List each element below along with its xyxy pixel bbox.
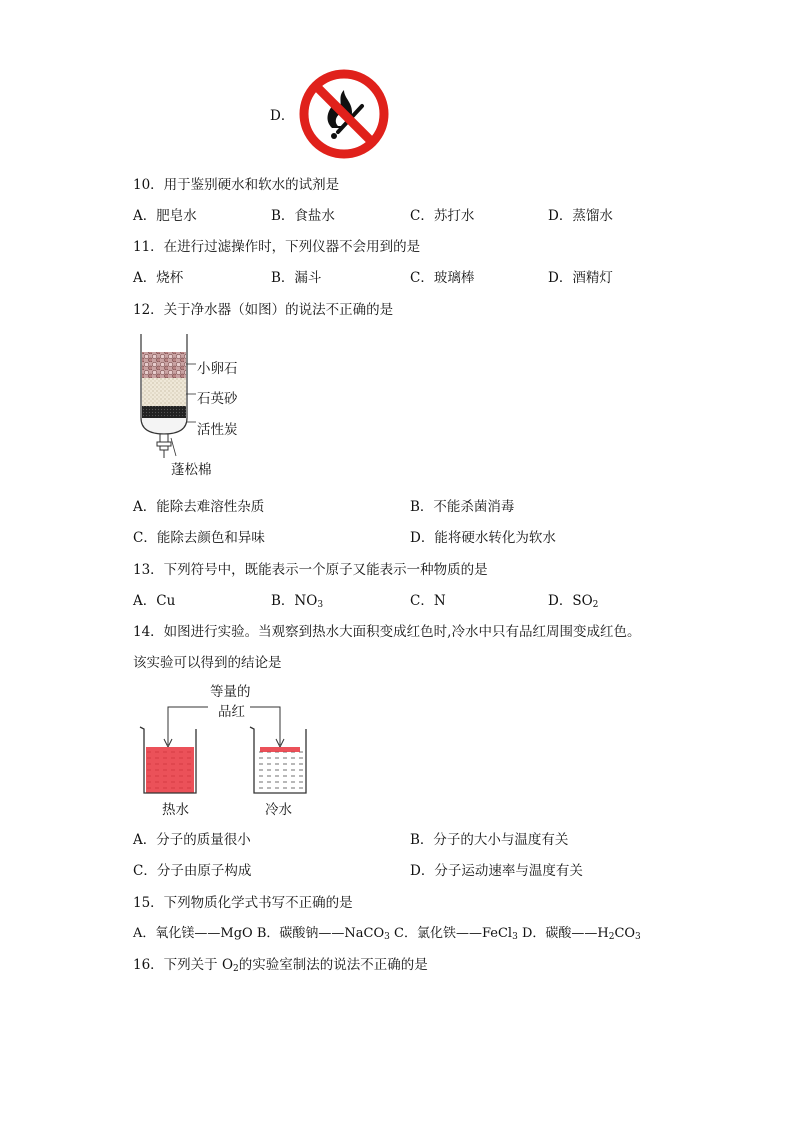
q14-stem-line2: 该实验可以得到的结论是: [133, 655, 282, 671]
q12-option-c: C．能除去颜色和异味: [133, 530, 265, 546]
q10-stem: 10．用于鉴别硬水和软水的试剂是: [133, 177, 340, 193]
q15-option-d: D．碳酸$——H_2CO_3$: [521, 926, 641, 942]
label-pebbles: 小卵石: [197, 361, 238, 377]
q14-option-c: C．分子由原子构成: [133, 863, 252, 879]
q12-stem: 12．关于净水器（如图）的说法不正确的是: [133, 302, 394, 318]
figure-label-cold-water: 冷水: [265, 802, 292, 818]
q10-option-c: C．苏打水: [410, 208, 475, 224]
q14-option-a: A．分子的质量很小: [133, 832, 251, 848]
q13-option-d: D．$SO_2$: [548, 593, 599, 610]
q15-option-b: B．碳酸钠——NaCO$_3$: [256, 926, 390, 942]
q13-stem: 13．下列符号中，既能表示一个原子又能表示一种物质的是: [133, 562, 488, 578]
figure-label-dye: 品红: [218, 704, 245, 720]
diffusion-experiment-figure: [130, 695, 320, 800]
label-cotton: 蓬松棉: [171, 462, 212, 478]
q15-option-a: A．氧化镁——MgO: [133, 926, 253, 941]
q10-option-b: B．食盐水: [271, 208, 335, 224]
figure-label-hot-water: 热水: [162, 802, 189, 818]
q13-option-c: C．N: [410, 593, 446, 609]
q15-options: [133, 922, 641, 941]
q14-option-b: B．分子的大小与温度有关: [410, 832, 569, 848]
q12-option-d: D．能将硬水转化为软水: [410, 530, 556, 546]
q13-option-b: B．$NO_3$: [271, 593, 324, 610]
q16-stem: 16．下列关于 $O_2$的实验室制法的说法不正确的是: [133, 957, 428, 974]
q11-option-d: D．酒精灯: [548, 270, 613, 286]
q12-option-a: A．能除去难溶性杂质: [133, 499, 265, 515]
q15-option-c: C．氯化铁——FeCl$_3$: [394, 926, 518, 942]
q11-option-c: C．玻璃棒: [410, 270, 475, 286]
q10-option-d: D．蒸馏水: [548, 208, 613, 224]
q13-option-a: A．Cu: [133, 593, 176, 609]
q11-option-a: A．烧杯: [133, 270, 184, 286]
no-open-flame-sign-icon: [298, 68, 390, 160]
q12-option-b: B．不能杀菌消毒: [410, 499, 515, 515]
label-quartz-sand: 石英砂: [197, 391, 238, 407]
q14-option-d: D．分子运动速率与温度有关: [410, 863, 583, 879]
q10-option-a: A．肥皂水: [133, 208, 197, 224]
figure-label-equal-amount: 等量的: [210, 684, 251, 700]
q14-stem-line1: 14．如图进行实验。当观察到热水大面积变成红色时,冷水中只有品红周围变成红色。: [133, 624, 641, 640]
label-activated-carbon: 活性炭: [197, 422, 238, 438]
q15-stem: 15．下列物质化学式书写不正确的是: [133, 895, 353, 911]
q11-stem: 11．在进行过滤操作时，下列仪器不会用到的是: [133, 239, 421, 255]
q9-option-d-label: D．: [270, 108, 295, 124]
q11-option-b: B．漏斗: [271, 270, 322, 286]
